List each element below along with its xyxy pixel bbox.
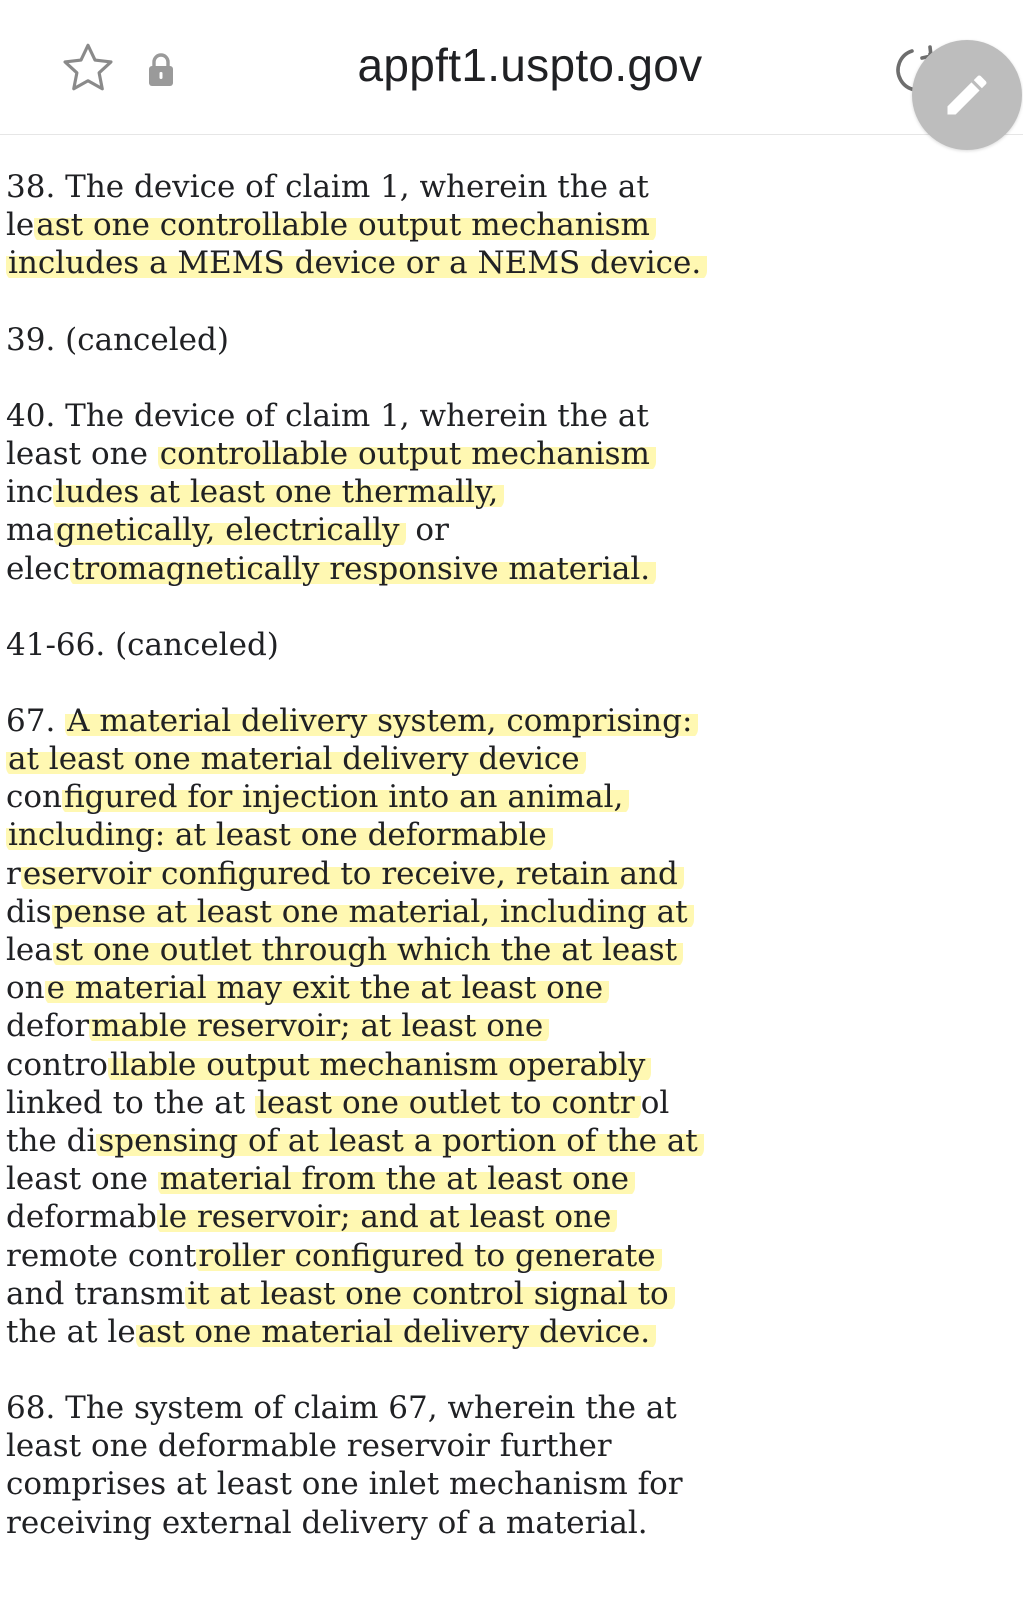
highlighted-text: ast one controllable output mechanism [34, 207, 656, 243]
claim-67 [6, 702, 746, 1351]
highlighted-text: includes a MEMS device or a NEMS device. [6, 245, 707, 281]
claim-68 [6, 1389, 746, 1542]
claim-text: comprises at least one inlet mechanism for [6, 1466, 683, 1503]
claim-text: the at le [6, 1313, 136, 1350]
claim-line [6, 1084, 746, 1122]
claim-line [6, 1465, 746, 1503]
claim-line [6, 1122, 746, 1160]
claim-line [6, 1237, 746, 1275]
claim-text: 41-66. (canceled) [6, 626, 279, 663]
claim-text: con [6, 779, 62, 816]
claim-text: contro [6, 1046, 108, 1083]
highlighted-text: st one outlet through which the at least [53, 932, 683, 968]
claim-line [6, 435, 746, 473]
claim-text: 40. The device of claim 1, wherein the at [6, 397, 649, 434]
claim-line [6, 397, 746, 435]
claim-text: least one [6, 435, 158, 472]
pencil-icon [941, 69, 993, 121]
claim-line [6, 321, 746, 359]
claim-text: lea [6, 932, 53, 968]
highlighted-text: e material may exit the at least one [45, 970, 610, 1006]
claim-text: and transm [6, 1275, 186, 1312]
claim-text: 39. (canceled) [6, 321, 229, 358]
claim-line [6, 778, 746, 816]
claim-text: le [6, 207, 35, 244]
highlighted-text: eservoir configured to receive, retain and [21, 856, 684, 892]
highlighted-text: material from the at least one [158, 1161, 635, 1197]
claim-text: receiving external delivery of a material. [6, 1504, 648, 1541]
claim-line [6, 1313, 746, 1351]
highlighted-text: least one outlet to contr [255, 1085, 641, 1121]
claim-text: on [6, 970, 45, 1007]
claim-text: linked to the at [6, 1084, 256, 1121]
highlighted-text: at least one material delivery device [6, 741, 586, 777]
claim-line [6, 206, 746, 244]
highlighted-text: le reservoir; and at least one [157, 1199, 617, 1235]
claim-text: dis [6, 893, 52, 930]
claim-line [6, 168, 746, 206]
claim-text: remote cont [6, 1237, 197, 1274]
claim-text: elec [6, 550, 70, 587]
claim-text: r [6, 855, 21, 892]
claim-line [6, 702, 746, 740]
claim-text: inc [6, 474, 54, 511]
claim-line [6, 816, 746, 854]
url-bar[interactable]: appft1.uspto.gov [357, 39, 703, 91]
claim-line [6, 1198, 746, 1236]
bookmark-star-icon[interactable] [58, 38, 118, 98]
claim-40 [6, 397, 746, 588]
claim-text: 38. The device of claim 1, wherein the at [6, 169, 649, 205]
highlighted-text: pense at least one material, including at [52, 894, 694, 930]
claim-line [6, 1389, 746, 1427]
claim-line [6, 969, 746, 1007]
highlighted-text: llable output mechanism operably [108, 1047, 652, 1083]
claim-line [6, 1007, 746, 1045]
claim-39 [6, 321, 746, 359]
highlighted-text: A material delivery system, comprising: [65, 703, 698, 739]
claim-text: 68. The system of claim 67, wherein the at [6, 1390, 677, 1427]
highlighted-text: ast one material delivery device. [136, 1314, 656, 1350]
highlighted-text: including: at least one deformable [6, 817, 553, 853]
claim-text: least one deformable reservoir further [6, 1428, 612, 1465]
claim-text: deformab [6, 1199, 157, 1236]
edit-pencil-button[interactable] [912, 40, 1022, 150]
claim-text: ma [6, 512, 54, 549]
claim-line [6, 893, 746, 931]
highlighted-text: spensing of at least a portion of the at [96, 1123, 703, 1159]
patent-claims [6, 168, 746, 1580]
claim-line [6, 473, 746, 511]
claim-line [6, 740, 746, 778]
claim-38 [6, 168, 746, 283]
highlighted-text: ludes at least one thermally, [53, 474, 504, 510]
claim-text: ol [640, 1084, 670, 1121]
claim-line [6, 511, 746, 549]
claim-line [6, 1427, 746, 1465]
highlighted-text: figured for injection into an animal, [62, 779, 629, 815]
claim-line [6, 626, 746, 664]
claim-text: defor [6, 1008, 90, 1045]
claim-41-66 [6, 626, 746, 664]
highlighted-text: roller configured to generate [196, 1238, 661, 1274]
claim-line [6, 855, 746, 893]
claim-text: least one [6, 1161, 158, 1198]
claim-line [6, 1160, 746, 1198]
highlighted-text: mable reservoir; at least one [89, 1008, 549, 1044]
lock-icon [146, 52, 176, 88]
highlighted-text: tromagnetically responsive material. [70, 551, 656, 587]
highlighted-text: controllable output mechanism [158, 436, 656, 472]
claim-line [6, 1504, 746, 1542]
highlighted-text: it at least one control signal to [185, 1276, 675, 1312]
claim-line [6, 550, 746, 588]
highlighted-text: gnetically, electrically [54, 512, 406, 548]
browser-toolbar [0, 0, 1023, 135]
claim-text: 67. [6, 702, 66, 739]
claim-line [6, 931, 746, 969]
claim-text: the di [6, 1122, 97, 1159]
claim-line [6, 1046, 746, 1084]
claim-line [6, 244, 746, 282]
claim-line [6, 1275, 746, 1313]
claim-text: or [405, 512, 449, 549]
